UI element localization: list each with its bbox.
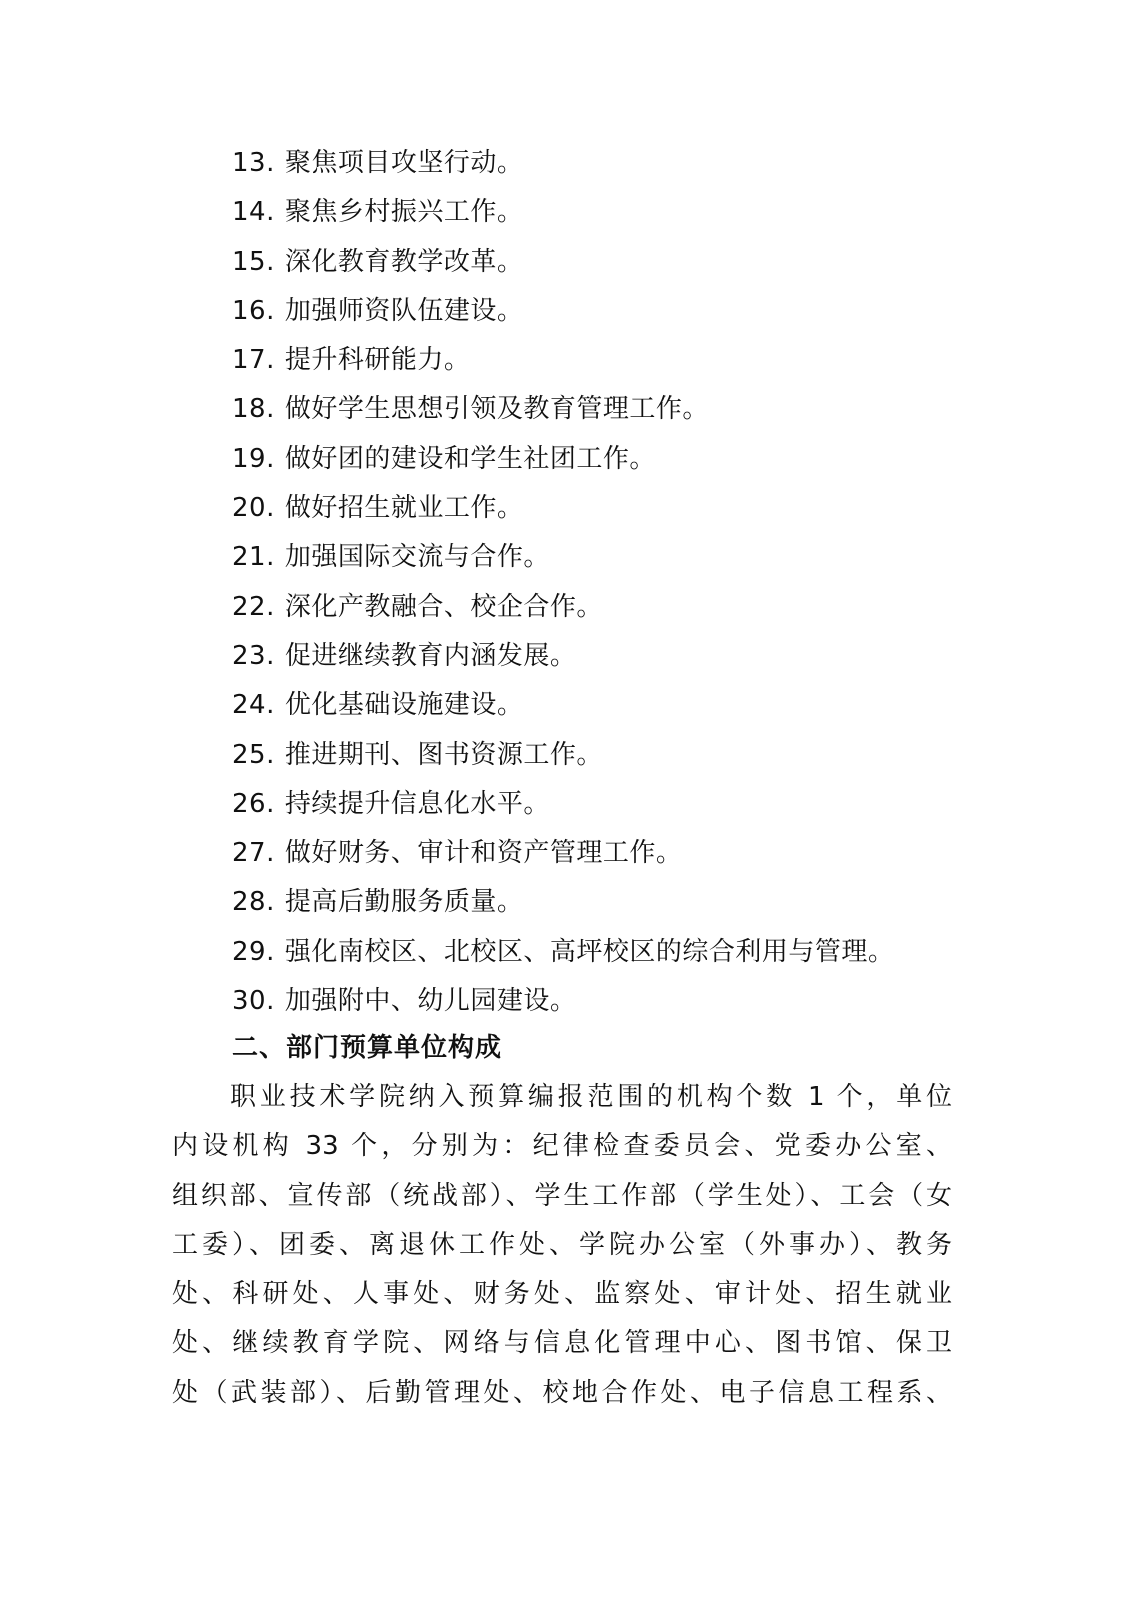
item-text: 聚焦乡村振兴工作。	[284, 197, 524, 228]
item-text: 深化产教融合、校企合作。	[284, 591, 603, 622]
body-paragraph	[172, 1073, 952, 1418]
item-number: 13.	[232, 148, 275, 178]
item-text: 强化南校区、北校区、高坪校区的综合利用与管理。	[284, 936, 895, 967]
item-number: 19.	[232, 443, 275, 474]
item-number: 30.	[232, 986, 275, 1017]
item-text: 加强附中、幼儿园建设。	[284, 986, 577, 1017]
item-number: 17.	[232, 345, 275, 376]
list-item	[232, 484, 894, 533]
item-text: 加强国际交流与合作。	[284, 542, 550, 573]
item-number: 26.	[232, 788, 275, 819]
item-number: 16.	[232, 295, 275, 326]
list-item	[232, 878, 894, 927]
list-item	[232, 731, 894, 780]
item-text: 聚焦项目攻坚行动。	[284, 148, 524, 178]
paragraph-line: 处、科研处、人事处、财务处、监察处、审计处、招生就业	[172, 1279, 952, 1310]
item-number: 24.	[232, 690, 275, 721]
item-number: 28.	[232, 887, 275, 918]
list-item	[232, 533, 894, 582]
list-item	[232, 336, 894, 385]
work-items-list	[232, 139, 894, 1026]
item-number: 21.	[232, 542, 275, 573]
item-number: 29.	[232, 936, 275, 967]
item-text: 做好财务、审计和资产管理工作。	[284, 838, 683, 869]
item-text: 加强师资队伍建设。	[284, 295, 524, 326]
item-text: 优化基础设施建设。	[284, 690, 524, 721]
item-number: 27.	[232, 838, 275, 869]
paragraph-line: 组织部、宣传部（统战部）、学生工作部（学生处）、工会（女	[172, 1180, 952, 1211]
list-item	[232, 435, 894, 484]
list-item	[232, 287, 894, 336]
item-number: 25.	[232, 739, 275, 770]
item-text: 做好招生就业工作。	[284, 493, 524, 524]
item-text: 持续提升信息化水平。	[284, 788, 550, 819]
paragraph-line: 处、继续教育学院、网络与信息化管理中心、图书馆、保卫	[172, 1328, 952, 1359]
list-item	[232, 139, 894, 188]
paragraph-line: 职业技术学院纳入预算编报范围的机构个数 1 个，单位	[230, 1082, 952, 1112]
item-text: 推进期刊、图书资源工作。	[284, 739, 603, 770]
item-text: 促进继续教育内涵发展。	[284, 640, 577, 671]
item-text: 深化教育教学改革。	[284, 246, 524, 277]
item-number: 14.	[232, 197, 275, 228]
item-text: 做好团的建设和学生社团工作。	[284, 443, 656, 474]
item-text: 提升科研能力。	[284, 345, 471, 376]
list-item	[232, 928, 894, 977]
list-item	[232, 681, 894, 730]
list-item	[232, 385, 894, 434]
item-number: 20.	[232, 493, 275, 524]
list-item	[232, 583, 894, 632]
list-item	[232, 977, 894, 1026]
list-item	[232, 780, 894, 829]
item-number: 23.	[232, 640, 275, 671]
item-number: 15.	[232, 246, 275, 277]
item-text: 提高后勤服务质量。	[284, 887, 524, 918]
list-item	[232, 632, 894, 681]
paragraph-line: 工委）、团委、离退休工作处、学院办公室（外事办）、教务	[172, 1229, 952, 1260]
item-number: 22.	[232, 591, 275, 622]
list-item	[232, 238, 894, 287]
paragraph-line: 内设机构 33 个，分别为：纪律检查委员会、党委办公室、	[172, 1131, 952, 1162]
item-text: 做好学生思想引领及教育管理工作。	[284, 394, 709, 425]
list-item	[232, 188, 894, 237]
section-heading: 二、部门预算单位构成	[232, 1033, 503, 1063]
item-number: 18.	[232, 394, 275, 425]
paragraph-line: 处（武装部）、后勤管理处、校地合作处、电子信息工程系、	[172, 1377, 952, 1408]
list-item	[232, 829, 894, 878]
